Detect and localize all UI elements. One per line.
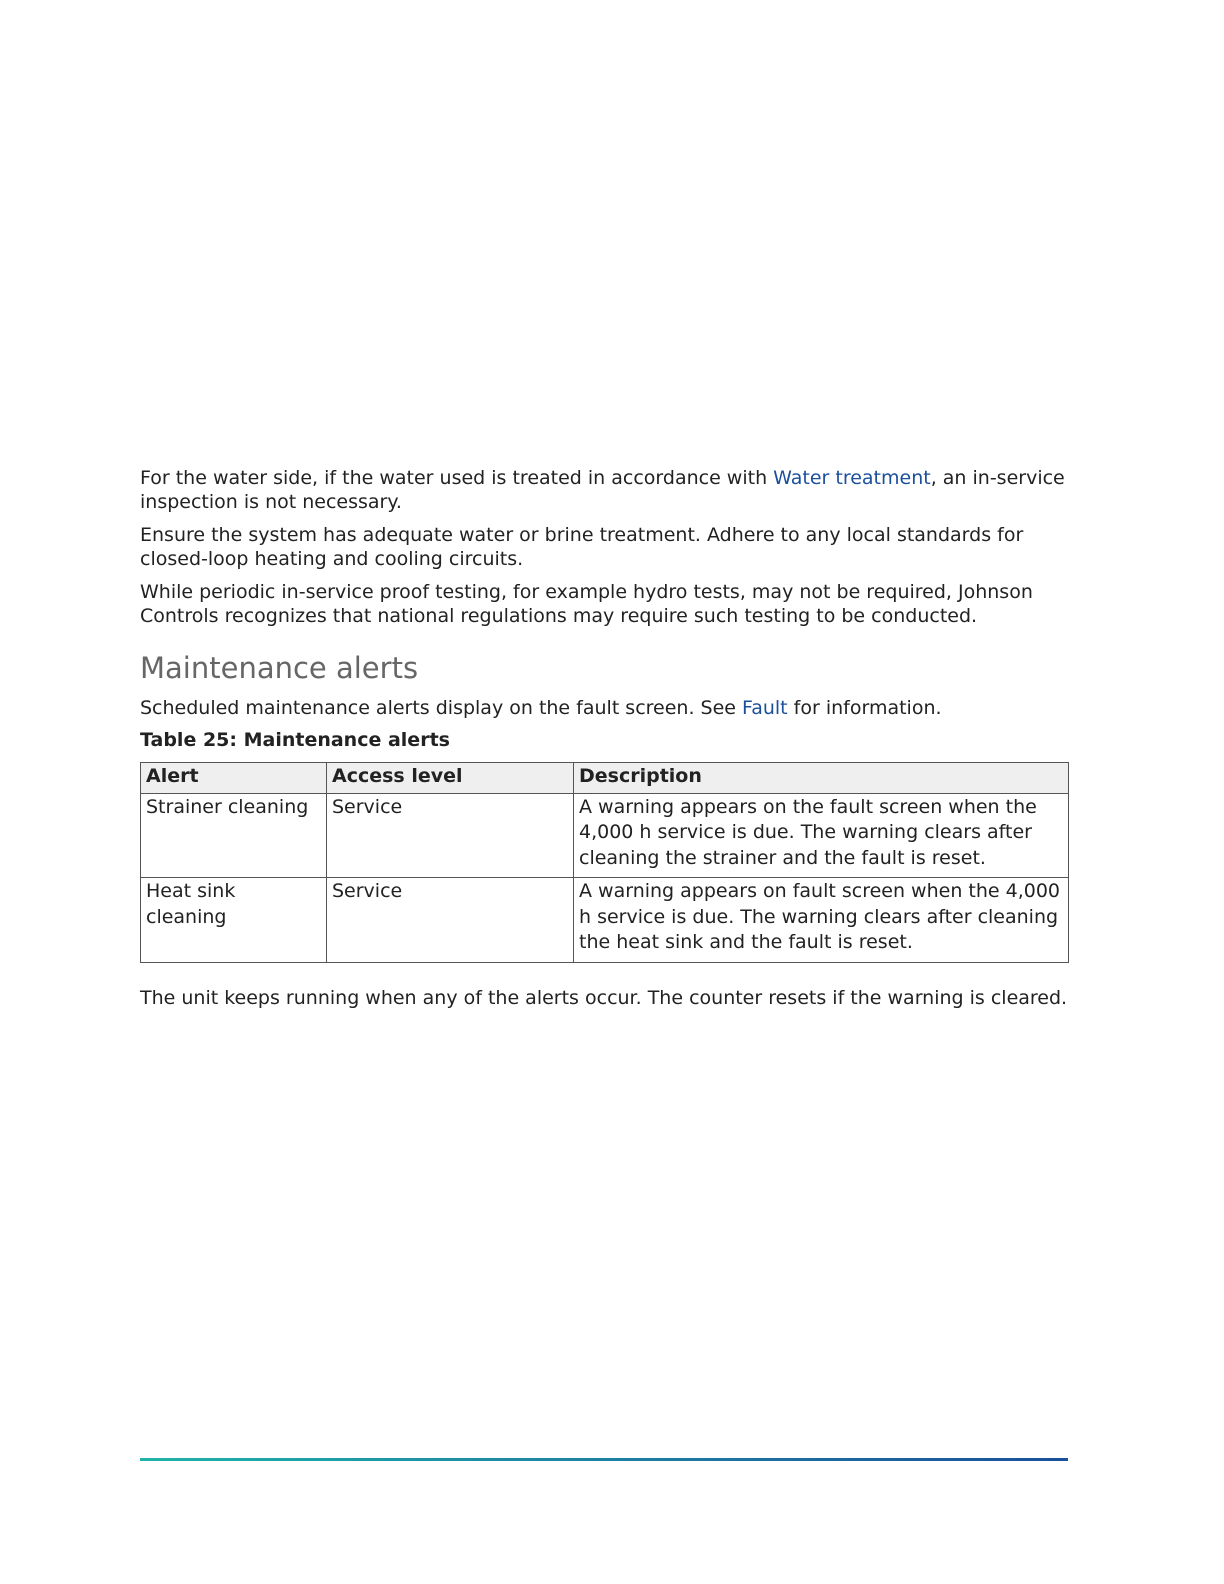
cell-access-level: Service — [327, 878, 574, 963]
cell-alert: Strainer cleaning — [141, 793, 327, 878]
table-caption: Table 25: Maintenance alerts — [140, 729, 450, 751]
text: Scheduled maintenance alerts display on the fault screen. See — [140, 697, 743, 719]
cell-description: A warning appears on fault screen when the 4,000 h service is due. The warning clears after cleaning the heat sink and the fault is reset. — [574, 878, 1069, 963]
cell-description: A warning appears on the fault screen when the 4,000 h service is due. The warning clears after cleaning the strainer and the fault is reset. — [574, 793, 1069, 878]
section-heading: Maintenance alerts — [140, 651, 419, 685]
maintenance-alerts-table — [140, 762, 1069, 963]
footer-divider — [140, 1458, 1068, 1461]
text: For the water side, if the water used is treated in accordance with — [140, 467, 774, 489]
table-row — [141, 793, 1069, 878]
document-body — [140, 466, 1068, 1010]
fault-link[interactable]: Fault — [742, 697, 788, 719]
section-intro — [140, 696, 1068, 720]
text: for information. — [787, 697, 942, 719]
paragraph-brine: Ensure the system has adequate water or brine treatment. Adhere to any local standards for closed-loop heating and cooling circuits. — [140, 524, 1024, 570]
text: , an in-service inspection is not necessary. — [140, 467, 1065, 513]
header-description: Description — [574, 763, 1069, 794]
table-header-row — [141, 763, 1069, 794]
water-treatment-link[interactable]: Water treatment — [773, 467, 931, 489]
paragraph-proof-testing: While periodic in-service proof testing, for example hydro tests, may not be required, Johnson Controls recognizes that national regulations may require such testing to be conducted. — [140, 581, 1033, 627]
cell-access-level: Service — [327, 793, 574, 878]
header-access-level: Access level — [327, 763, 574, 794]
cell-alert: Heat sink cleaning — [141, 878, 327, 963]
paragraph-water-side — [140, 466, 1068, 514]
header-alert: Alert — [141, 763, 327, 794]
table-row — [141, 878, 1069, 963]
paragraph-closing: The unit keeps running when any of the alerts occur. The counter resets if the warning is cleared. — [140, 986, 1068, 1009]
